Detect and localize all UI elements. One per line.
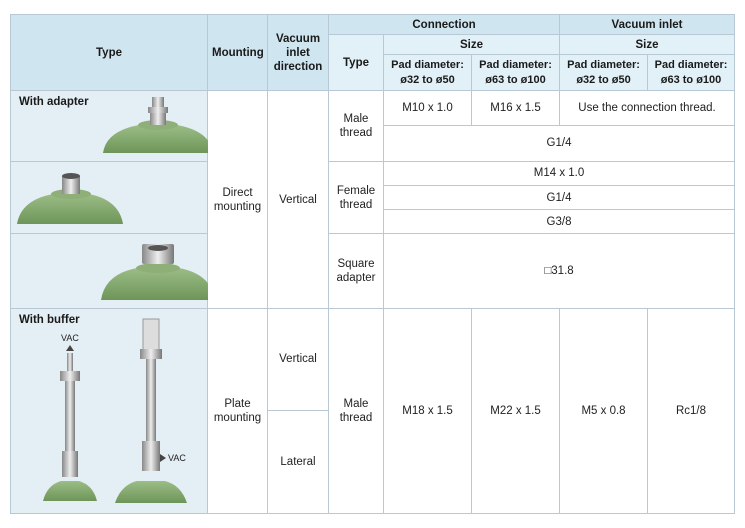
adapter-image-female — [11, 161, 208, 233]
buffer-direction-lateral: Lateral — [268, 411, 329, 514]
female-thread-pad-icon — [11, 162, 208, 236]
female-thread-type: Female thread — [329, 161, 384, 233]
adapter-mounting: Direct mounting — [208, 91, 268, 308]
header-vac-pad-large: Pad diameter: ø63 to ø100 — [648, 55, 735, 91]
buffer-vac-large: Rc1/8 — [648, 308, 735, 513]
male-thread-pad-icon — [11, 91, 208, 161]
male-g14: G1/4 — [384, 125, 735, 161]
male-conn-small: M10 x 1.0 — [384, 91, 472, 125]
buffer-pad-icon — [11, 309, 208, 513]
header-type: Type — [11, 15, 208, 91]
with-buffer-label: With buffer — [19, 313, 80, 326]
male-conn-large: M16 x 1.5 — [472, 91, 560, 125]
male-thread-type: Male thread — [329, 91, 384, 161]
adapter-image-male — [11, 91, 208, 161]
vac-label-side: VAC — [168, 452, 186, 463]
buffer-thread-type: Male thread — [329, 308, 384, 513]
adapter-image-square — [11, 234, 208, 308]
spec-table — [10, 14, 735, 514]
header-vacuum-inlet: Vacuum inlet — [560, 15, 735, 35]
header-conn-pad-small: Pad diameter: ø32 to ø50 — [384, 55, 472, 91]
header-vacuum-size: Size — [560, 35, 735, 55]
male-vacuum-note: Use the connection thread. — [560, 91, 735, 125]
adapter-direction: Vertical — [268, 91, 329, 308]
square-adapter-pad-icon — [11, 234, 208, 308]
header-conn-pad-large: Pad diameter: ø63 to ø100 — [472, 55, 560, 91]
header-connection-size: Size — [384, 35, 560, 55]
header-vac-pad-small: Pad diameter: ø32 to ø50 — [560, 55, 648, 91]
square-adapter-type: Square adapter — [329, 234, 384, 308]
header-vacuum-inlet-direction: Vacuum inlet direction — [268, 15, 329, 91]
with-adapter-label: With adapter — [19, 96, 89, 109]
buffer-vac-small: M5 x 0.8 — [560, 308, 648, 513]
header-mounting: Mounting — [208, 15, 268, 91]
buffer-mounting: Plate mounting — [208, 308, 268, 513]
female-m14: M14 x 1.0 — [384, 161, 735, 185]
arrow-right-icon — [160, 454, 166, 462]
vac-label-top: VAC — [61, 332, 79, 343]
buffer-conn-large: M22 x 1.5 — [472, 308, 560, 513]
arrow-up-icon — [66, 345, 74, 351]
header-connection: Connection — [329, 15, 560, 35]
female-g38: G3/8 — [384, 210, 735, 234]
buffer-image — [11, 308, 208, 513]
buffer-direction-vertical: Vertical — [268, 308, 329, 411]
square-size: □31.8 — [384, 234, 735, 308]
female-g14: G1/4 — [384, 185, 735, 209]
buffer-conn-small: M18 x 1.5 — [384, 308, 472, 513]
header-connection-type: Type — [329, 35, 384, 91]
